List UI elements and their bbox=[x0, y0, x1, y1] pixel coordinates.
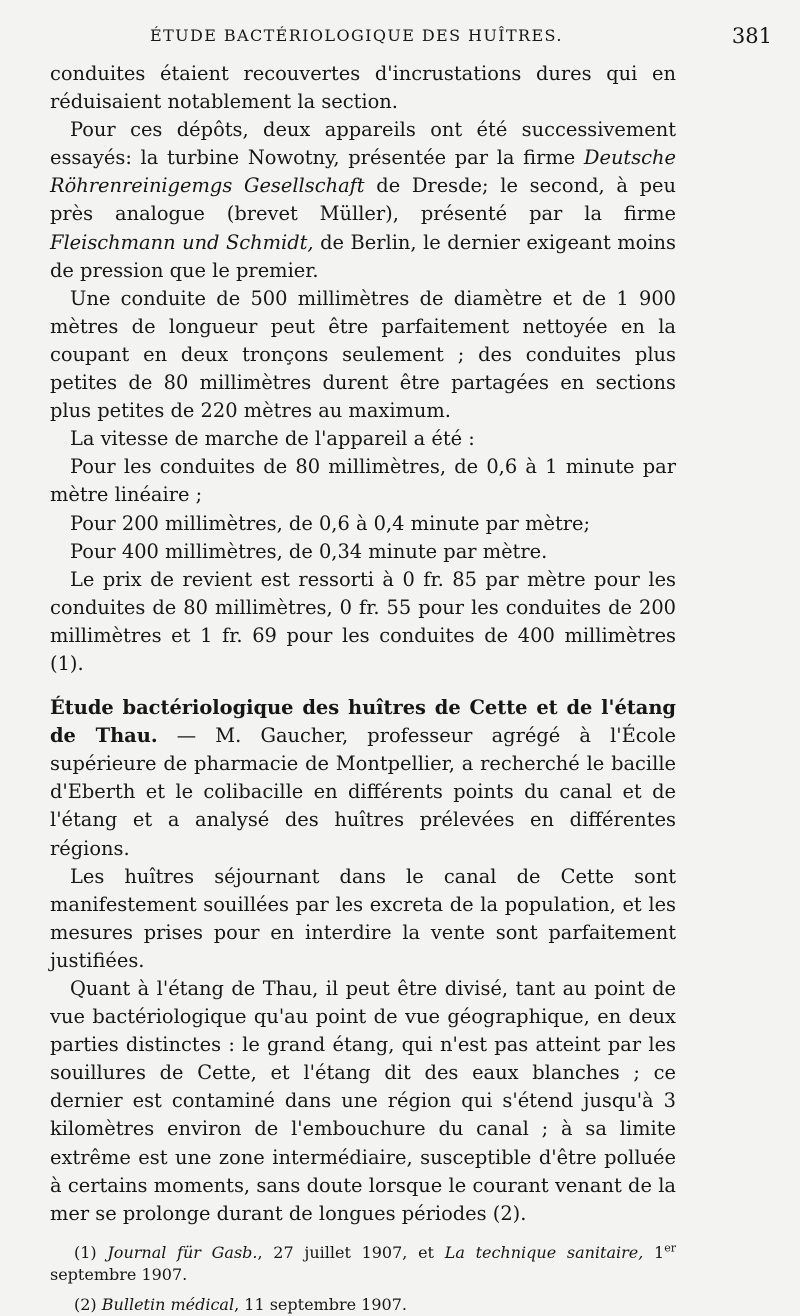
paragraph-10: Les huîtres séjournant dans le canal de Cette sont manifestement souillées par les excreta de la population, et les mesures prises pour en interdire la vente sont parfaitement justifiées. bbox=[50, 864, 676, 972]
paragraph-3: Une conduite de 500 millimètres de diamètre et de 1 900 mètres de longueur peut être parfaitement nettoyée en la coupant en deux tronçons seulement ; des conduites plus petites de 80 millimètres durent être partagées en sections plus petites de 220 mètres au maximum. bbox=[50, 286, 676, 423]
footnote-2-text: , 11 septembre 1907. bbox=[234, 1294, 407, 1314]
running-title: ÉTUDE BACTÉRIOLOGIQUE DES HUÎTRES. bbox=[150, 26, 563, 45]
paragraph-2-part-b: de Dresde; le second, à peu près analogue (brevet Müller), présenté par la firme bbox=[50, 174, 676, 226]
footnotes bbox=[50, 1242, 676, 1316]
paragraph-7: Pour 400 millimètres, de 0,34 minute par mètre. bbox=[70, 539, 548, 563]
footnote-1-superscript: er bbox=[664, 1241, 677, 1255]
paragraph-1: conduites étaient recouvertes d'incrustations dures qui en réduisaient notablement la section. bbox=[50, 62, 676, 114]
section-heading: Étude bactériologique des huîtres de Cette et de l'étang de Thau. bbox=[50, 696, 676, 748]
footnote-2-bulletin: Bulletin médical bbox=[101, 1294, 235, 1314]
paragraph-6: Pour 200 millimètres, de 0,6 à 0,4 minute par mètre; bbox=[70, 511, 591, 535]
paragraph-9-body: — M. Gaucher, professeur agrégé à l'École supérieure de pharmacie de Montpellier, a recherché le bacille d'Eberth et le colibacille en différents points du canal et de l'étang et a analysé des huîtres prélevées en différentes régions. bbox=[50, 724, 676, 860]
footnote-1-text-c: septembre 1907. bbox=[50, 1264, 188, 1284]
page-number: 381 bbox=[731, 24, 772, 48]
footnote-1-text-b: 1 bbox=[643, 1242, 665, 1262]
footnote-2 bbox=[50, 1294, 676, 1316]
paragraph-11: Quant à l'étang de Thau, il peut être divisé, tant au point de vue bactériologique qu'au point de vue géographique, en deux parties distinctes : le grand étang, qui n'est pas atteint par les souillures de Cette, et l'étang dit des eaux blanches ; ce dernier est contaminé dans une région qui s'étend jusqu'à 3 kilomètres environ de l'embouchure du canal ; à sa limite extrême est une zone intermédiaire, susceptible d'être polluée à certains moments, sans doute lorsque le courant venant de la mer se prolonge durant de longues périodes (2). bbox=[50, 977, 676, 1225]
footnote-1-technique: La technique sanitaire, bbox=[444, 1242, 644, 1262]
firm-name-2: Fleischmann und Schmidt, bbox=[50, 230, 314, 254]
paragraph-2 bbox=[50, 116, 676, 285]
paragraph-5: Pour les conduites de 80 millimètres, de 0,6 à 1 minute par mètre linéaire ; bbox=[50, 455, 676, 507]
paragraph-4: La vitesse de marche de l'appareil a été : bbox=[70, 427, 475, 451]
body-text bbox=[50, 60, 676, 1228]
footnote-1-text-a: , 27 juillet 1907, et bbox=[257, 1242, 445, 1262]
paragraph-8: Le prix de revient est ressorti à 0 fr. 85 par mètre pour les conduites de 80 millimètres, 0 fr. 55 pour les conduites de 200 millimètres et 1 fr. 69 pour les conduites de 400 millimètres (1). bbox=[50, 567, 676, 675]
paragraph-2-part-c: de Berlin, le dernier exigeant moins de pression que le premier. bbox=[50, 230, 676, 282]
page-header bbox=[50, 24, 772, 60]
firm-name-1: Deutsche Röhrenreinigemgs Gesellschaft bbox=[50, 146, 676, 198]
paragraph-9 bbox=[50, 694, 676, 863]
paragraph-2-part-a: Pour ces dépôts, deux appareils ont été successivement essayés: la turbine Nowotny, présentée par la firme bbox=[50, 118, 676, 170]
footnote-2-number: (2) bbox=[74, 1294, 97, 1314]
footnote-1 bbox=[50, 1242, 676, 1286]
footnote-1-number: (1) bbox=[74, 1242, 97, 1262]
footnote-1-journal: Journal für Gasb. bbox=[107, 1242, 258, 1262]
